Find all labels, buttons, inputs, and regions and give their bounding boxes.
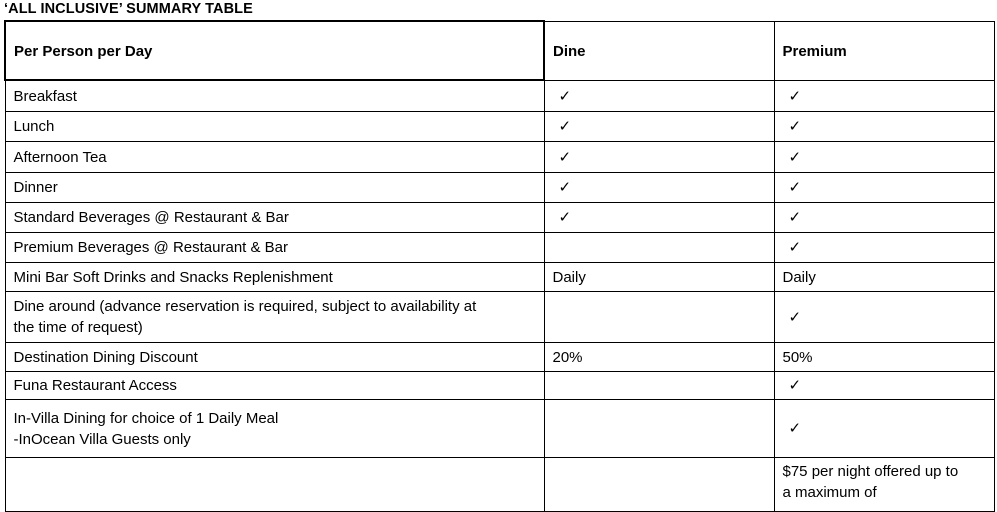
check-icon: ✓ [788,178,802,196]
check-icon: ✓ [558,178,572,196]
table-row [5,202,994,232]
row-label [5,457,544,511]
premium-cell [774,172,994,202]
dine-cell [544,111,774,141]
header-premium: Premium [774,21,994,80]
premium-cell [774,80,994,111]
table-row [5,262,994,291]
check-icon: ✓ [788,86,802,105]
check-icon: ✓ [558,86,572,105]
row-label: Mini Bar Soft Drinks and Snacks Replenishment [5,262,544,291]
row-label-line: -InOcean Villa Guests only [13,430,191,448]
row-label: Premium Beverages @ Restaurant & Bar [5,232,544,262]
table-row [5,80,994,111]
table-header-row [5,21,994,80]
dine-cell [544,457,774,511]
table-row [5,457,994,511]
check-icon: ✓ [788,376,802,394]
row-label: Lunch [5,111,544,141]
header-per-person-per-day: Per Person per Day [5,21,544,80]
row-label [5,399,544,457]
dine-cell [544,399,774,457]
table-row [5,399,994,457]
table-row [5,371,994,399]
check-icon: ✓ [558,208,572,226]
row-label-line: the time of request) [13,319,143,336]
row-label [5,291,544,342]
dine-cell [544,172,774,202]
row-label: Standard Beverages @ Restaurant & Bar [5,202,544,232]
dine-cell [544,291,774,342]
premium-cell [774,371,994,399]
table-row [5,111,994,141]
table-row [5,232,994,262]
row-label: Funa Restaurant Access [5,371,544,399]
premium-cell [774,291,994,342]
row-label-line: Dine around (advance reservation is required, subject to availability at [13,298,477,315]
dine-cell [544,371,774,399]
premium-cell [774,202,994,232]
table-row [5,172,994,202]
dine-cell [544,141,774,172]
dine-cell: 20% [544,342,774,371]
summary-table [4,20,995,512]
dine-cell [544,232,774,262]
check-icon: ✓ [558,147,572,166]
check-icon: ✓ [788,419,802,437]
header-dine: Dine [544,21,774,80]
row-label: Dinner [5,172,544,202]
premium-cell [774,457,994,511]
dine-cell [544,202,774,232]
premium-cell-line: a maximum of [782,483,877,501]
premium-cell: 50% [774,342,994,371]
row-label: Destination Dining Discount [5,342,544,371]
check-icon: ✓ [788,307,802,326]
check-icon: ✓ [788,208,802,226]
table-row [5,291,994,342]
table-row [5,141,994,172]
check-icon: ✓ [788,117,802,135]
premium-cell [774,111,994,141]
premium-cell-line: $75 per night offered up to [782,462,959,480]
row-label: Afternoon Tea [5,141,544,172]
page-title: ‘ALL INCLUSIVE’ SUMMARY TABLE [4,1,253,17]
dine-cell: Daily [544,262,774,291]
premium-cell [774,399,994,457]
premium-cell [774,232,994,262]
premium-cell [774,141,994,172]
check-icon: ✓ [788,238,802,256]
check-icon: ✓ [558,117,572,135]
dine-cell [544,80,774,111]
table-row [5,342,994,371]
row-label-line: In-Villa Dining for choice of 1 Daily Meal [13,409,279,427]
premium-cell: Daily [774,262,994,291]
row-label: Breakfast [5,80,544,111]
check-icon: ✓ [788,147,802,166]
